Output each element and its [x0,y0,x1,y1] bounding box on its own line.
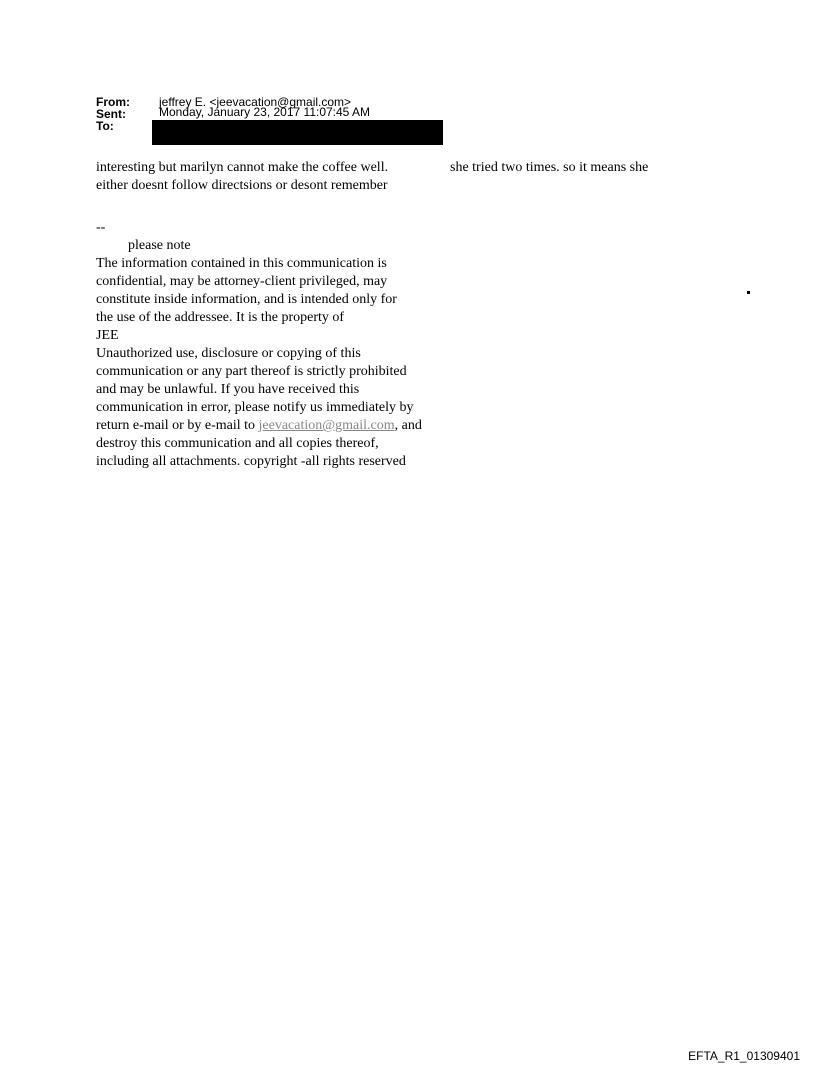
body-line-2: either doesnt follow directsions or desont remember [96,178,388,193]
disclaimer-line: communication or any part thereof is strictly prohibited [96,364,407,379]
signature-dashes: -- [96,220,106,235]
to-label: To: [96,119,114,133]
sent-value: Monday, January 23, 2017 11:07:45 AM [159,105,371,119]
sent-label: Sent: [96,107,126,121]
bates-number: EFTA_R1_01309401 [688,1049,800,1063]
body-line-1-part-1: interesting but marilyn cannot make the coffee well. [96,160,389,175]
disclaimer-line: The information contained in this communication is [96,256,387,271]
redaction-box [152,120,443,145]
from-label: From: [96,95,130,109]
signature-note: please note [128,238,191,253]
disclaimer-line: Unauthorized use, disclosure or copying of this [96,346,361,361]
email-body [96,159,649,471]
disclaimer-return-line [96,417,422,435]
disclaimer-line: including all attachments. copyright -all rights reserved [96,454,406,469]
disclaimer-line: and may be unlawful. If you have received this [96,382,360,397]
from-value: jeffrey E. <jeevacation@gmail.com> [159,95,352,109]
scan-speck [747,291,750,294]
disclaimer-line: communication in error, please notify us immediately by [96,400,414,415]
email-link[interactable]: jeevacation@gmail.com [258,418,395,433]
return-prefix: return e-mail or by e-mail to [96,418,259,433]
body-line-1-part-2: she tried two times. so it means she [450,160,649,175]
disclaimer-line: confidential, may be attorney-client privileged, may [96,274,388,289]
disclaimer-line: constitute inside information, and is intended only for [96,292,397,307]
body-line-1 [96,159,649,177]
return-suffix: , and [394,418,422,433]
disclaimer-line: the use of the addressee. It is the property of [96,310,345,325]
disclaimer-line: JEE [96,328,119,343]
disclaimer-line: destroy this communication and all copies thereof, [96,436,379,451]
